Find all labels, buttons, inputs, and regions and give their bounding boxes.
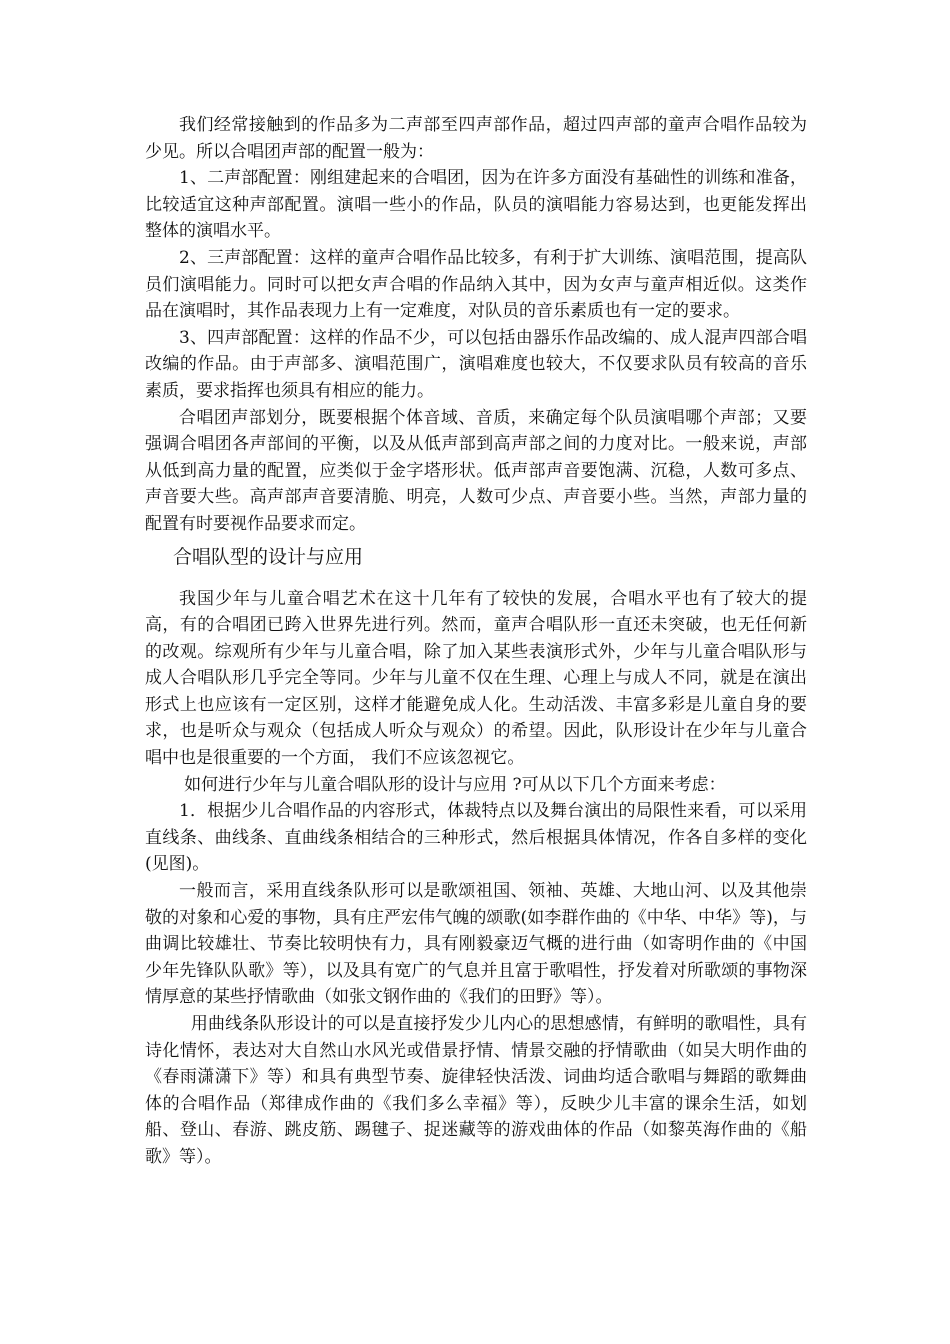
voice-division-paragraph: 合唱团声部划分，既要根据个体音域、音质，来确定每个队员演唱哪个声部；又要强调合唱团各声部间的平衡，以及从低声部到高声部之间的力度对比。一般来说，声部从低到高力量的配置，应类似于金字塔形状。低声部声音要饱满、沉稳，人数可多点、声音要大些。高声部声音要清脆、明亮，人数可少点、声音要小些。当然，声部力量的配置有时要视作品要求而定。 bbox=[145, 407, 807, 534]
voice-parts-intro-paragraph: 我们经常接触到的作品多为二声部至四声部作品，超过四声部的童声合唱作品较为少见。所以合唱团声部的配置一般为： bbox=[145, 115, 807, 162]
formation-intro-paragraph: 我国少年与儿童合唱艺术在这十几年有了较快的发展，合唱水平也有了较大的提高，有的合唱团已跨入世界先进行列。然而，童声合唱队形一直还未突破，也无任何新的改观。综观所有少年与儿童合唱，除了加入某些表演形式外，少年与儿童合唱队形与成人合唱队形几乎完全等同。少年与儿童不仅在生理、心理上与成人不同，就是在演出形式上也应该有一定区别，这样才能避免成人化。生动活泼、丰富多彩是儿童自身的要求，也是听众与观众（包括成人听众与观众）的希望。因此，队形设计在少年与儿童合唱中也是很重要的一个方面， 我们不应该忽视它。 bbox=[145, 588, 807, 769]
straight-line-formation-paragraph: 一般而言，采用直线条队形可以是歌颂祖国、领袖、英雄、大地山河、以及其他崇敬的对象和心爱的事物，具有庄严宏伟气魄的颂歌(如李群作曲的《中华、中华》等)，与曲调比较雄壮、节奏比较明快有力，具有刚毅豪迈气概的进行曲（如寄明作曲的《中国少年先锋队队歌》等），以及具有宽广的气息并且富于歌唱性，抒发着对所歌颂的事物深情厚意的某些抒情歌曲（如张文钢作曲的《我们的田野》等）。 bbox=[145, 881, 807, 1008]
four-part-config-paragraph: 3、四声部配置：这样的作品不少，可以包括由器乐作品改编的、成人混声四部合唱改编的作品。由于声部多、演唱范围广，演唱难度也较大，不仅要求队员有较高的音乐素质，要求指挥也须具有相应的能力。 bbox=[145, 327, 807, 401]
formation-point-1-paragraph: 1．根据少儿合唱作品的内容形式，体裁特点以及舞台演出的局限性来看，可以采用直线条、曲线条、直曲线条相结合的三种形式，然后根据具体情况，作各自多样的变化(见图)。 bbox=[145, 801, 807, 875]
formation-question-paragraph: 如何进行少年与儿童合唱队形的设计与应用 ?可从以下几个方面来考虑： bbox=[184, 774, 726, 795]
document-body bbox=[145, 112, 807, 1171]
two-part-config-paragraph: 1、二声部配置：刚组建起来的合唱团，因为在许多方面没有基础性的训练和准备，比较适宜这种声部配置。演唱一些小的作品，队员的演唱能力容易达到，也更能发挥出整体的演唱水平。 bbox=[145, 168, 807, 242]
three-part-config-paragraph: 2、三声部配置：这样的童声合唱作品比较多，有利于扩大训练、演唱范围，提高队员们演唱能力。同时可以把女声合唱的作品纳入其中，因为女声与童声相近似。这类作品在演唱时，其作品表现力上有一定难度，对队员的音乐素质也有一定的要求。 bbox=[145, 247, 807, 322]
curved-line-formation-paragraph: 用曲线条队形设计的可以是直接抒发少儿内心的思想感情，有鲜明的歌唱性，具有诗化情怀，表达对大自然山水风光或借景抒情、情景交融的抒情歌曲（如吴大明作曲的《春雨潇潇下》等）和具有典型节奏、旋律轻快活泼、词曲均适合歌唱与舞蹈的歌舞曲体的合唱作品（郑律成作曲的《我们多么幸福》等），反映少儿丰富的课余生活，如划船、登山、春游、跳皮筋、踢毽子、捉迷藏等的游戏曲体的作品（如黎英海作曲的《船歌》等）。 bbox=[145, 1014, 807, 1167]
section-heading: 合唱队型的设计与应用 bbox=[173, 545, 364, 568]
